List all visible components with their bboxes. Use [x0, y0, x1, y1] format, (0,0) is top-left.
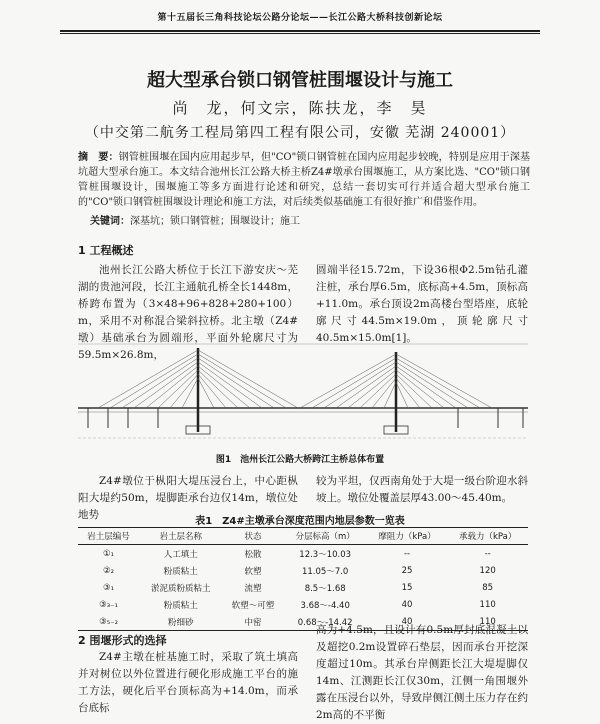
- table-header-cell: 岩土层编号: [78, 528, 139, 545]
- soil-parameter-table: [78, 527, 528, 631]
- table-cell: --: [484, 548, 491, 559]
- abstract: [78, 150, 530, 210]
- table-header-cell: 分层标高（m）: [284, 528, 367, 545]
- table-header-row: [78, 528, 528, 545]
- table-cell: 粉质粘土: [163, 600, 198, 611]
- table-cell: 粉质粘土: [163, 566, 198, 577]
- section-1-heading: 1 工程概述: [78, 244, 134, 257]
- table-cell: 粉细砂: [139, 613, 222, 631]
- table-cell: ③₁: [103, 582, 115, 593]
- table-cell: 软塑: [244, 566, 262, 577]
- keywords: [90, 212, 530, 227]
- table-cell: 淤泥质粉质粘土: [151, 583, 211, 594]
- table-header-cell: 岩土层名称: [139, 528, 222, 545]
- section-1-left-paragraph: 池州长江公路大桥位于长江下游安庆～芜湖的贵池河段，长江主通航孔桥全长1448m，桥跨布置为（3×48+96+828+280+100）m，采用不对称混合梁斜拉桥。北主墩（Z4#墩）基础承台为圆端形，平面外轮廓尺寸为59.5m×26.8m，: [78, 264, 298, 361]
- table-cell: 40: [367, 613, 448, 631]
- table-cell: 15: [401, 582, 413, 593]
- table-cell: --: [403, 548, 411, 559]
- table-title: 表1 Z4#主墩承台深度范围内地层参数一览表: [195, 516, 405, 527]
- approach-piers: [88, 408, 523, 428]
- table-row: [78, 579, 528, 596]
- section-1b-left-paragraph: Z4#墩位于枞阳大堤压浸台上，中心距枞阳大堤约50m，堤脚距承台边仅14m，墩位处地势: [78, 475, 298, 521]
- table-cell: ③₃₋₁: [99, 599, 118, 610]
- table-cell: ②₂: [103, 565, 115, 576]
- keywords-text: 深基坑；锁口钢管桩；围堰设计；施工: [130, 216, 300, 227]
- header-rule: [60, 33, 540, 34]
- table-header-cell: 状态: [223, 528, 284, 545]
- table-cell: 人工填土: [163, 549, 198, 560]
- table-cell: 流塑: [244, 583, 262, 594]
- table-cell: 12.3～10.03: [299, 549, 352, 560]
- table-cell: ①₁: [103, 548, 115, 559]
- keywords-label: 关键词：: [90, 216, 130, 227]
- table-row: [78, 545, 528, 563]
- table-row: [78, 562, 528, 579]
- table-cell: 85: [482, 582, 494, 593]
- table-cell: 25: [401, 565, 413, 576]
- section-1-right-paragraph: 圆端半径15.72m，下设36根Φ2.5m钻孔灌注桩，承台厚6.5m，底标高+4.5m，顶标高+11.0m。承台顶设2m高楼台型塔座，底轮廓尺寸44.5m×19.0m，顶轮廓尺寸40.5m×15.0m[1]。: [316, 264, 528, 344]
- table-row: [78, 596, 528, 613]
- bridge-layout-figure: [78, 340, 528, 440]
- table-cell: 120: [479, 565, 496, 576]
- figure-caption: 图1 池州长江公路大桥跨江主桥总体布置: [215, 455, 385, 465]
- table-cell: 11.05～7.0: [301, 566, 349, 577]
- table-cell: 中密: [223, 613, 284, 631]
- table-cell: 松散: [244, 549, 262, 560]
- table-cell: 110: [447, 613, 528, 631]
- table-cell: 3.68～-4.40: [300, 600, 350, 611]
- table-header-cell: 摩阻力（kPa）: [367, 528, 448, 545]
- section-1b-right-paragraph: 较为平坦，仅西南角处于大堤一级台阶迎水斜坡上。墩位处覆盖层厚43.00～45.40m。: [316, 475, 528, 504]
- table-cell: 110: [479, 599, 496, 610]
- table-cell: ③₅₋₂: [78, 613, 139, 631]
- table-cell: 40: [401, 599, 413, 610]
- paper-title: 超大型承台锁口钢管桩围堰设计与施工: [147, 70, 453, 91]
- abstract-text: 钢管桩围堰在国内应用起步早，但"CO"锁口钢管桩在国内应用起步较晚，特别是应用于深基坑超大型承台施工。本文结合池州长江公路大桥主桥Z4#墩承台围堰施工，从方案比选、"CO"锁口钢管桩围堰设计，围堰施工等多方面进行论述和研究，总结一套切实可行并适合超大型承台施工的"CO"锁口钢管桩围堰设计理论和施工方法，对后续类似基础施工有很好推广和借鉴作用。: [78, 152, 530, 208]
- section-2-left-paragraph: Z4#主墩在桩基施工时，采取了筑土填高并对树位以外位置进行硬化形成施工平台的施工方法，硬化后平台顶标高为+14.0m，而承台底标: [78, 651, 298, 714]
- affiliation: （中交第二航务工程局第四工程有限公司，安徽 芜湖 240001）: [84, 125, 516, 141]
- table-cell: 8.5～1.68: [304, 583, 346, 594]
- table-cell: 软塑～可塑: [231, 600, 275, 611]
- author-list: 尚 龙，何文宗，陈扶龙，李 昊: [172, 99, 428, 117]
- table-cell: 0.68～-14.42: [284, 613, 367, 631]
- abstract-label: 摘 要：: [78, 152, 119, 163]
- running-header: 第十五届长三角科技论坛公路分论坛——长江公路大桥科技创新论坛: [60, 10, 540, 32]
- table-header-cell: 承载力（kPa）: [447, 528, 528, 545]
- section-2-heading: 2 围堰形式的选择: [78, 634, 167, 647]
- section-2-right-paragraph: 高为+4.5m，且设计有0.5m厚封底混凝土以及超挖0.2m设置碎石垫层，因而承台开挖深度超过10m。其承台岸侧距长江大堤堤脚仅14m、江测距长江仅30m，江侧一角围堰外露在压浸台以外，导致岸侧江侧土压力存在约2m高的不平衡: [316, 624, 528, 721]
